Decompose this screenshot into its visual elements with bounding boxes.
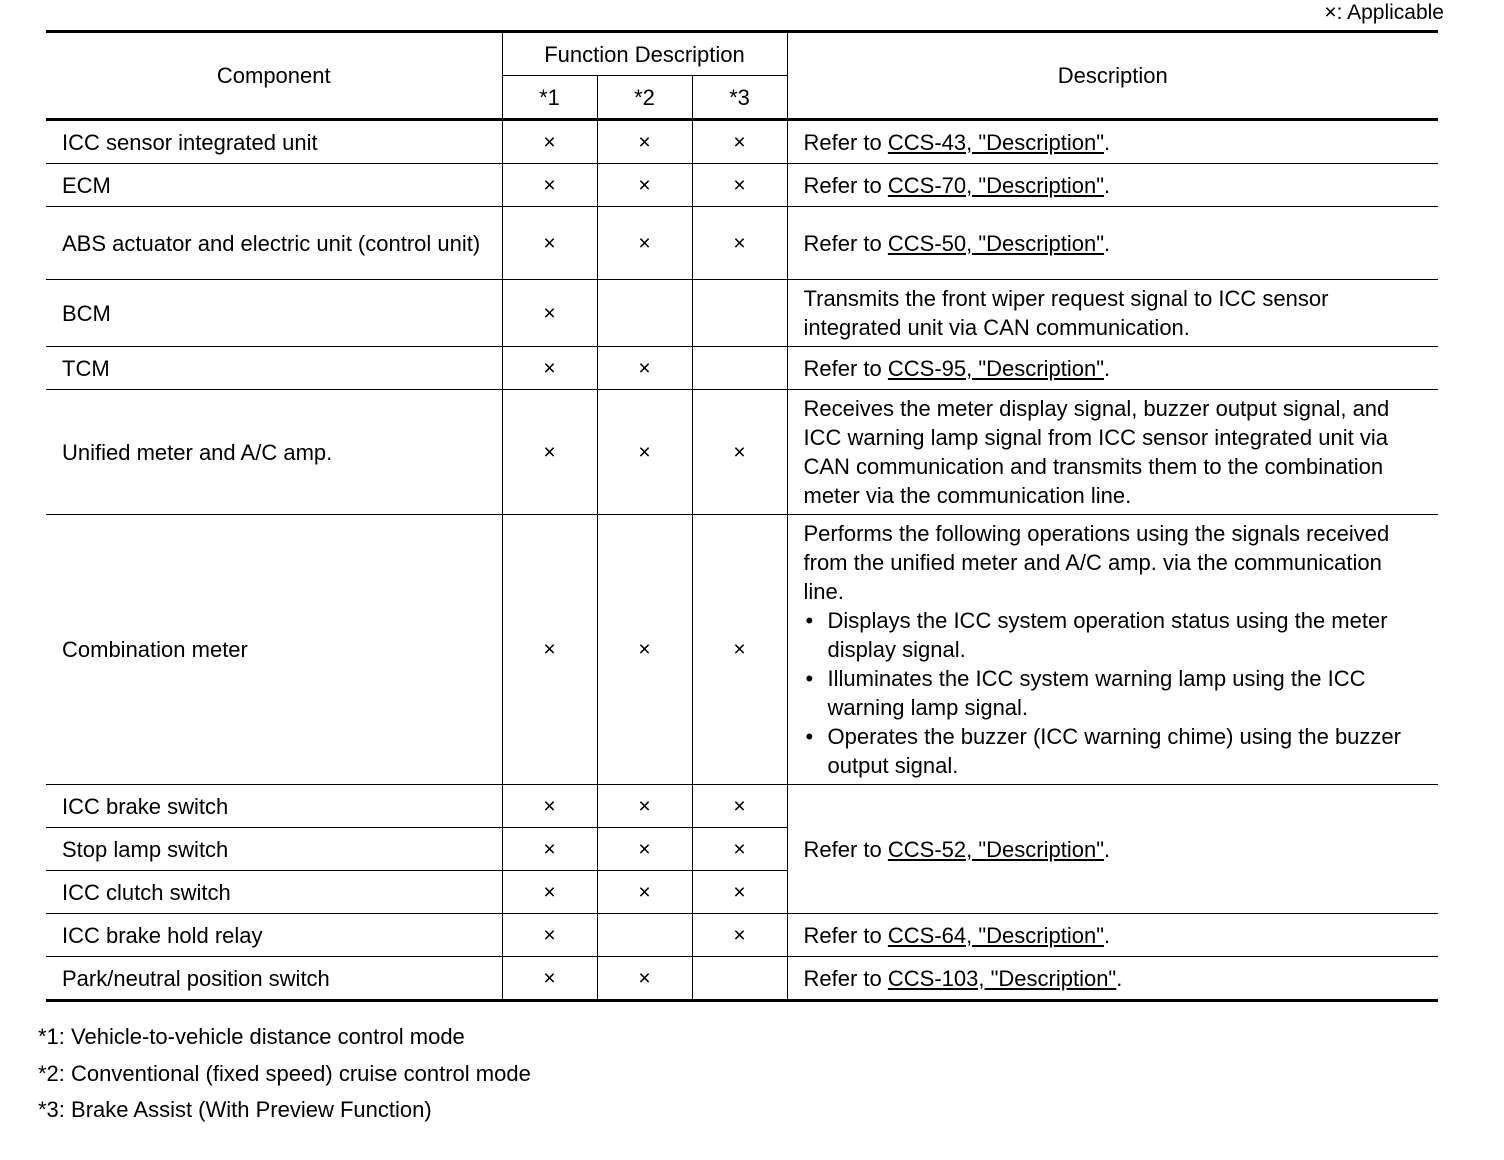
table-row — [46, 957, 1438, 1001]
component-name: BCM — [46, 280, 502, 347]
reference-link[interactable]: CCS-95, "Description" — [887, 355, 1105, 381]
mode-3-mark: × — [692, 871, 787, 914]
list-item: • Displays the ICC system operation status using the meter display signal. — [804, 606, 1423, 664]
mode-2-mark: × — [597, 120, 692, 164]
desc-suffix: . — [1104, 922, 1111, 948]
footnote-mode-3: *3: Brake Assist (With Preview Function) — [38, 1097, 432, 1122]
table-row — [46, 914, 1438, 957]
mode-2-mark: × — [597, 390, 692, 515]
mode-2-mark: × — [597, 871, 692, 914]
component-description — [787, 120, 1438, 164]
table-row — [46, 164, 1438, 207]
component-name: ICC brake switch — [46, 785, 502, 828]
mode-1-mark: × — [502, 207, 597, 280]
header-mode-1: *1 — [502, 76, 597, 120]
component-description: Receives the meter display signal, buzzer output signal, and ICC warning lamp signal from ICC sensor integrated unit via CAN communication and transmits them to the combination meter via the communication line. — [787, 390, 1438, 515]
reference-link[interactable]: CCS-103, "Description" — [887, 965, 1117, 991]
header-component: Component — [46, 32, 502, 120]
desc-intro: Performs the following operations using the signals received from the unified meter and A/C amp. via the communication line. — [803, 521, 1390, 604]
component-name: ICC sensor integrated unit — [46, 120, 502, 164]
component-name: Unified meter and A/C amp. — [46, 390, 502, 515]
desc-prefix: Refer to — [803, 230, 888, 256]
mode-3-mark — [692, 347, 787, 390]
desc-prefix: Refer to — [803, 355, 888, 381]
mode-2-mark: × — [597, 515, 692, 785]
desc-suffix: . — [1104, 129, 1111, 155]
desc-prefix: Refer to — [803, 922, 888, 948]
reference-link[interactable]: CCS-50, "Description" — [887, 230, 1105, 256]
mode-3-mark: × — [692, 828, 787, 871]
component-description — [787, 347, 1438, 390]
applicable-legend — [1324, 0, 1444, 26]
mode-2-mark: × — [597, 347, 692, 390]
mode-1-mark: × — [502, 164, 597, 207]
mode-2-mark: × — [597, 785, 692, 828]
mode-3-mark: × — [692, 785, 787, 828]
desc-prefix: Refer to — [803, 129, 888, 155]
table-row — [46, 347, 1438, 390]
mode-2-mark: × — [597, 828, 692, 871]
mode-1-mark: × — [502, 785, 597, 828]
list-item: • Illuminates the ICC system warning lamp using the ICC warning lamp signal. — [804, 664, 1423, 722]
header-description: Description — [787, 32, 1438, 120]
mode-2-mark — [597, 914, 692, 957]
reference-link[interactable]: CCS-70, "Description" — [887, 172, 1105, 198]
applicable-legend-text: : Applicable — [1336, 1, 1444, 24]
mode-2-mark: × — [597, 207, 692, 280]
component-name: ICC brake hold relay — [46, 914, 502, 957]
component-name: ICC clutch switch — [46, 871, 502, 914]
header-mode-2: *2 — [597, 76, 692, 120]
table-row — [46, 207, 1438, 280]
footnote-mode-1: *1: Vehicle-to-vehicle distance control mode — [38, 1024, 465, 1049]
component-name: Combination meter — [46, 515, 502, 785]
table-row — [46, 515, 1438, 785]
mode-3-mark: × — [692, 515, 787, 785]
desc-suffix: . — [1104, 230, 1111, 256]
mode-3-mark — [692, 957, 787, 1001]
mode-1-mark: × — [502, 120, 597, 164]
component-description — [787, 957, 1438, 1001]
footnote-mode-2: *2: Conventional (fixed speed) cruise control mode — [38, 1060, 531, 1086]
mode-2-mark: × — [597, 164, 692, 207]
mode-1-mark: × — [502, 957, 597, 1001]
component-name: Park/neutral position switch — [46, 957, 502, 1001]
mode-1-mark: × — [502, 828, 597, 871]
table-row — [46, 785, 1438, 828]
table-row — [46, 120, 1438, 164]
mode-3-mark: × — [692, 164, 787, 207]
mode-3-mark: × — [692, 390, 787, 515]
desc-prefix: Refer to — [803, 965, 888, 991]
mode-1-mark: × — [502, 390, 597, 515]
desc-suffix: . — [1104, 836, 1111, 862]
header-function-description: Function Description — [502, 32, 787, 76]
component-name: Stop lamp switch — [46, 828, 502, 871]
table-row — [46, 280, 1438, 347]
reference-link[interactable]: CCS-43, "Description" — [887, 129, 1105, 155]
mode-3-mark: × — [692, 120, 787, 164]
mode-1-mark: × — [502, 515, 597, 785]
component-description — [787, 207, 1438, 280]
component-function-table — [46, 30, 1438, 1002]
desc-suffix: . — [1116, 965, 1123, 991]
footnotes — [38, 1022, 531, 1132]
mode-3-mark — [692, 280, 787, 347]
mode-1-mark: × — [502, 280, 597, 347]
list-item: • Operates the buzzer (ICC warning chime) using the buzzer output signal. — [804, 722, 1423, 780]
header-mode-3: *3 — [692, 76, 787, 120]
component-description — [787, 515, 1438, 785]
component-name: TCM — [46, 347, 502, 390]
mode-3-mark: × — [692, 914, 787, 957]
component-description — [787, 785, 1438, 914]
component-description: Transmits the front wiper request signal to ICC sensor integrated unit via CAN communication. — [787, 280, 1438, 347]
component-description — [787, 914, 1438, 957]
mode-2-mark — [597, 280, 692, 347]
reference-link[interactable]: CCS-52, "Description" — [887, 836, 1105, 862]
desc-prefix: Refer to — [803, 172, 888, 198]
component-name: ECM — [46, 164, 502, 207]
mode-3-mark: × — [692, 207, 787, 280]
reference-link[interactable]: CCS-64, "Description" — [887, 922, 1105, 948]
mode-1-mark: × — [502, 347, 597, 390]
desc-suffix: . — [1104, 355, 1111, 381]
component-name: ABS actuator and electric unit (control unit) — [46, 207, 502, 280]
mode-2-mark: × — [597, 957, 692, 1001]
component-description — [787, 164, 1438, 207]
desc-suffix: . — [1104, 172, 1111, 198]
applicable-symbol: × — [1324, 1, 1337, 24]
mode-1-mark: × — [502, 914, 597, 957]
mode-1-mark: × — [502, 871, 597, 914]
table-row — [46, 390, 1438, 515]
desc-prefix: Refer to — [803, 836, 888, 862]
operation-list — [804, 606, 1423, 780]
